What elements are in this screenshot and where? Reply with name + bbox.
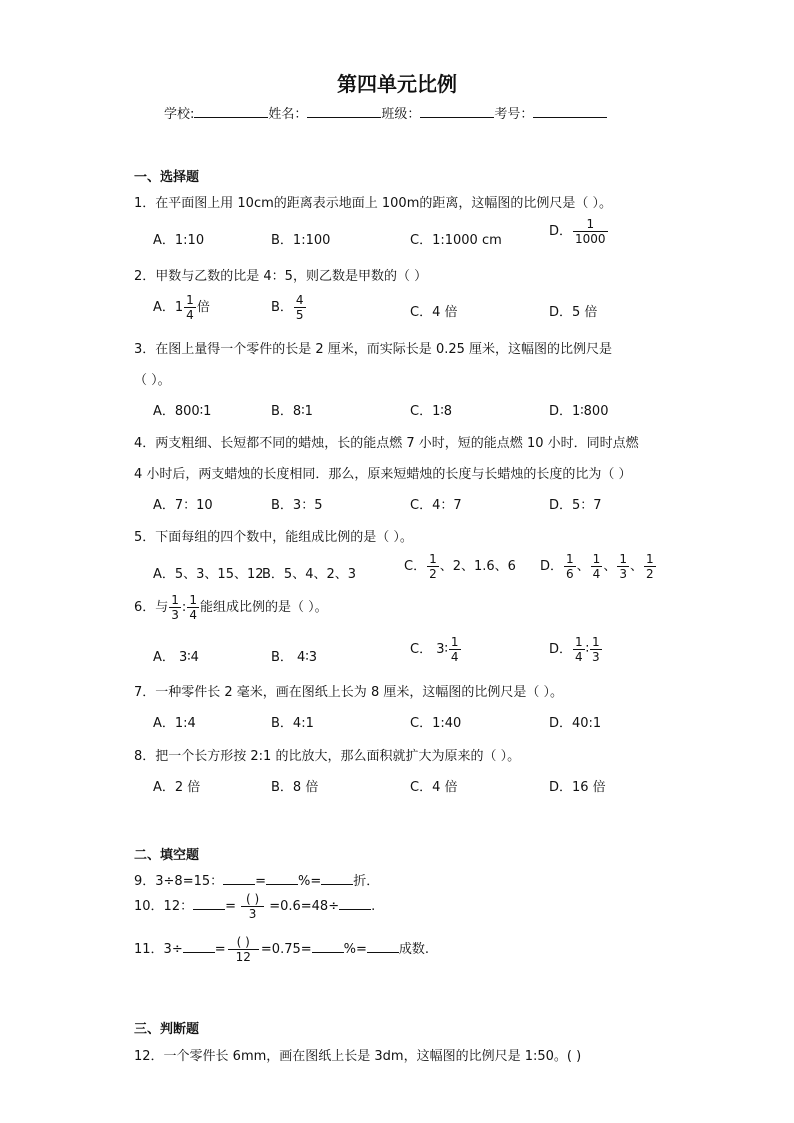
q10-part-2: = [225,899,236,914]
section-choice-heading: 一、选择题 [134,170,200,185]
fraction-numerator: 4 [295,293,304,307]
fraction-denominator: 3 [171,608,179,622]
question-9 [134,870,379,889]
fraction-denominator: 4 [189,608,197,622]
q2-option-a[interactable] [153,294,210,321]
fraction-numerator: 1 [429,552,437,566]
q5-option-c-suffix: 、2、1.6、6 [439,559,516,574]
separator: 、 [576,559,590,574]
fraction-numerator: 1 [575,635,583,649]
q9-blank-1[interactable] [223,872,255,885]
q5-option-d[interactable] [540,553,657,580]
fraction-denominator: 12 [228,949,259,963]
question-1-stem: 1．在平面图上用 10cm的距离表示地面上 100m的距离，这幅图的比例尺是（ ）。 [134,196,612,211]
q2-option-c[interactable]: C．4 倍 [410,305,458,320]
q6-option-c-fraction [449,636,461,663]
school-blank[interactable] [194,105,268,118]
fraction-numerator: ( ) [246,892,260,906]
question-2-stem: 2．甲数与乙数的比是 4：5，则乙数是甲数的（ ） [134,269,428,284]
fraction-numerator: 1 [186,293,194,307]
q9-part-4: 折． [353,874,380,889]
q6-option-c-prefix: C． 3∶ [410,642,448,657]
q1-option-d-fraction [573,218,608,245]
fraction-denominator: 4 [450,650,459,664]
q9-blank-3[interactable] [321,872,353,885]
question-11 [134,936,429,963]
q11-fraction [228,936,259,963]
q11-part-5: 成数. [398,942,430,957]
q1-option-b[interactable]: B．1:100 [271,233,331,248]
q9-part-3: %= [298,874,322,889]
q11-blank-1[interactable] [183,940,215,953]
q7-option-a[interactable]: A．1:4 [153,716,196,731]
fraction-denominator: 4 [186,308,194,322]
page-title: 第四单元比例 [337,72,457,96]
q6-option-d-prefix: D． [549,642,573,657]
q6-option-d-fraction-2 [590,636,602,663]
q8-option-d[interactable]: D．16 倍 [549,780,606,795]
q10-fraction [238,893,267,920]
q11-part-3: =0.75= [260,942,312,957]
q1-option-d-prefix: D． [549,224,573,239]
q6-option-d-fraction-1 [573,636,585,663]
q8-option-a[interactable]: A．2 倍 [153,780,201,795]
question-5-stem: 5．下面每组的四个数中，能组成比例的是（ ）。 [134,530,413,545]
fraction-denominator: 4 [592,567,601,581]
q10-part-4: . [371,899,376,914]
q6-option-a[interactable]: A． 3∶4 [153,650,199,665]
q11-part-2: = [214,942,226,957]
q1-option-c[interactable]: C．1:1000 cm [410,233,502,248]
q8-option-b[interactable]: B．8 倍 [271,780,319,795]
fraction-numerator: 1 [450,635,459,649]
q9-part-1: 9．3÷8=15： [134,874,224,889]
fraction-denominator: 6 [566,567,574,581]
q2-option-a-suffix: 倍 [196,300,210,315]
q6-option-c[interactable] [410,636,462,663]
separator: 、 [603,559,617,574]
school-label: 学校: [164,107,195,122]
fraction-denominator: 3 [619,567,627,581]
q10-part-3: =0.6=48÷ [269,899,340,914]
q10-blank-1[interactable] [193,897,225,910]
number-label: 考号： [494,107,534,122]
q5-d-fraction-1 [564,553,576,580]
q9-part-2: = [255,874,267,889]
q5-option-d-prefix: D． [540,559,564,574]
class-label: 班级： [381,107,421,122]
q2-option-b-prefix: B． [271,300,293,315]
q11-blank-3[interactable] [367,940,399,953]
q6-stem-prefix: 6．与 [134,600,169,615]
q10-part-1: 10．12： [134,899,194,914]
section-judge-heading: 三、判断题 [134,1022,200,1037]
fraction-numerator: 1 [586,217,595,231]
name-blank[interactable] [307,105,381,118]
q5-d-fraction-4 [644,553,656,580]
q4-option-d[interactable]: D．5：7 [549,498,602,513]
q11-part-1: 11．3÷ [134,942,183,957]
fraction-numerator: 1 [171,593,179,607]
q1-option-a[interactable]: A．1:10 [153,233,205,248]
fraction-numerator: 1 [592,552,601,566]
q2-option-d[interactable]: D．5 倍 [549,305,598,320]
number-blank[interactable] [533,105,607,118]
q1-option-d[interactable] [549,218,609,245]
q6-option-b[interactable]: B． 4∶3 [271,650,317,665]
q3-option-a[interactable]: A．800∶1 [153,404,212,419]
class-blank[interactable] [420,105,494,118]
q6-stem-fraction-1 [169,594,181,621]
fraction-numerator: 1 [566,552,574,566]
q5-option-b[interactable]: B．5、4、2、3 [262,567,357,582]
q9-blank-2[interactable] [266,872,298,885]
q7-option-b[interactable]: B．4:1 [271,716,314,731]
q4-option-a[interactable]: A．7：10 [153,498,213,513]
q6-option-d-colon: ∶ [585,642,590,657]
fraction-denominator: 5 [295,308,304,322]
fraction-denominator: 2 [429,567,437,581]
question-4-stem-cont: 4 小时后，两支蜡烛的长度相同．那么，原来短蜡烛的长度与长蜡烛的长度的比为（ ） [134,467,632,482]
q2-option-b[interactable] [271,294,307,321]
fraction-denominator: 2 [645,567,654,581]
q2-option-a-fraction [184,294,196,321]
fraction-numerator: 1 [592,635,600,649]
fraction-denominator: 1000 [575,232,606,246]
q8-option-c[interactable]: C．4 倍 [410,780,458,795]
q5-option-c[interactable] [404,553,516,580]
fraction-numerator: 1 [619,552,627,566]
question-4-stem: 4．两支粗细、长短都不同的蜡烛，长的能点燃 7 小时，短的能点燃 10 小时．同时点燃 [134,436,639,451]
q11-part-4: %= [343,942,367,957]
q3-option-d[interactable]: D．1∶800 [549,404,609,419]
q5-option-c-prefix: C． [404,559,427,574]
fraction-numerator: ( ) [236,935,250,949]
q2-option-a-prefix: A．1 [153,300,184,315]
q3-option-b[interactable]: B．8∶1 [271,404,313,419]
separator: 、 [629,559,643,574]
fraction-numerator: 1 [189,593,197,607]
q6-stem-colon: : [181,600,187,615]
name-label: 姓名： [268,107,308,122]
q4-option-c[interactable]: C．4：7 [410,498,462,513]
question-3-stem: 3．在图上量得一个零件的长是 2 厘米，而实际长是 0.25 厘米，这幅图的比例尺是 [134,342,613,357]
fraction-denominator: 3 [592,650,600,664]
question-10 [134,893,375,920]
q6-option-d[interactable] [549,636,603,663]
q3-option-c[interactable]: C．1∶8 [410,404,453,419]
question-7-stem: 7．一种零件长 2 毫米，画在图纸上长为 8 厘米，这幅图的比例尺是（ ）。 [134,685,563,700]
question-6-stem [134,594,328,621]
q5-option-a[interactable]: A．5、3、15、12 [153,567,264,582]
q4-option-b[interactable]: B．3：5 [271,498,323,513]
q5-d-fraction-2 [591,553,603,580]
question-8-stem: 8．把一个长方形按 2:1 的比放大，那么面积就扩大为原来的（ ）。 [134,749,521,764]
question-3-stem-cont: （ ）。 [134,373,171,388]
fraction-denominator: 3 [241,906,265,920]
q6-stem-suffix: 能组成比例的是（ ）。 [199,600,328,615]
question-12-stem: 12．一个零件长 6mm，画在图纸上长是 3dm，这幅图的比例尺是 1:50。( ) [134,1049,582,1064]
q7-option-c[interactable]: C．1:40 [410,716,462,731]
q5-option-c-fraction [427,553,439,580]
student-info-line [164,103,607,122]
q2-option-b-fraction [294,294,306,321]
q7-option-d[interactable]: D．40:1 [549,716,602,731]
q5-d-fraction-3 [617,553,629,580]
section-fill-heading: 二、填空题 [134,848,200,863]
q10-blank-2[interactable] [339,897,371,910]
q11-blank-2[interactable] [312,940,344,953]
fraction-numerator: 1 [645,552,654,566]
q6-stem-fraction-2 [187,594,199,621]
fraction-denominator: 4 [575,650,583,664]
